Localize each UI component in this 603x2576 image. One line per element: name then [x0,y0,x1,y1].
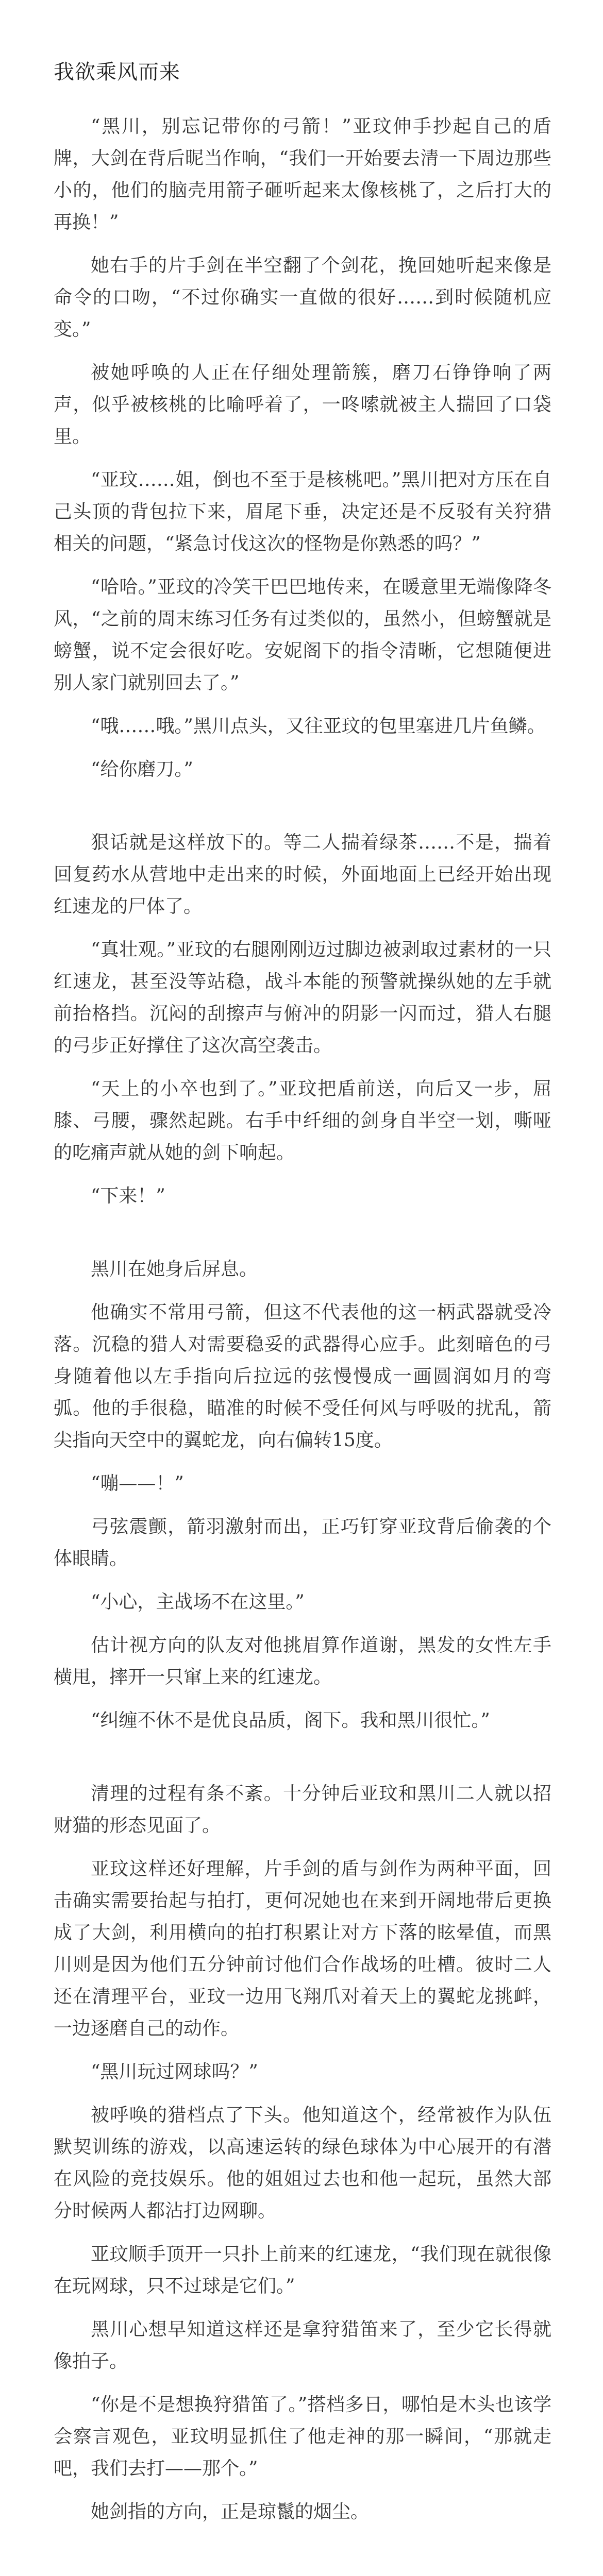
paragraph: 黑川在她身后屏息。 [91,1259,258,1280]
paragraph: “真壮观。”亚玟的右腿刚刚迈过脚边被剥取过素材的一只红速龙，甚至没等站稳，战斗本能的预警就操纵她的左手就前抬格挡。沉闷的刮擦声与俯冲的阴影一闪而过，猎人右腿的弓步正好撑住了这次高空袭击。 [54,939,551,1056]
paragraph: 清理的过程有条不紊。十分钟后亚玟和黑川二人就以招财猫的形态见面了。 [54,1783,551,1836]
paragraph: 估计视方向的队友对他挑眉算作道谢，黑发的女性左手横甩，摔开一只窜上来的红速龙。 [54,1635,551,1688]
paragraph: “嘣——！” [91,1473,184,1494]
paragraph: “黑川，别忘记带你的弓箭！”亚玟伸手抄起自己的盾牌，大剑在背后昵当作响，“我们一开始要去清一下周边那些小的，他们的脑壳用箭子砸听起来太像核桃了，之后打大的再换！” [54,116,551,233]
paragraph: 他确实不常用弓箭，但这不代表他的这一柄武器就受冷落。沉稳的猎人对需要稳妥的武器得心应手。此刻暗色的弓身随着他以左手指向后拉远的弦慢慢成一画圆润如月的弯弧。他的手很稳，瞄准的时候不受任何风与呼吸的扰乱，箭尖指向天空中的翼蛇龙，向右偏转15度。 [54,1302,551,1451]
paragraph: “纠缠不休不是优良品质，阁下。我和黑川很忙。” [91,1710,490,1731]
paragraph: “天上的小卒也到了。”亚玟把盾前送，向后又一步，屈膝、弓腰，骤然起跳。右手中纤细的剑身自半空一划，嘶哑的吃痛声就从她的剑下响起。 [54,1078,551,1163]
article-title: 我欲乘风而来 [54,60,180,84]
paragraph: 狠话就是这样放下的。等二人揣着绿茶……不是，揣着回复药水从营地中走出来的时候，外面地面上已经开始出现红速龙的尸体了。 [54,832,551,917]
article-section-1 [54,111,551,786]
paragraph: “给你磨刀。” [91,759,193,780]
article-section-2 [54,827,551,1212]
paragraph: “亚玟……姐，倒也不至于是核桃吧。”黑川把对方压在自己头顶的背包拉下来，眉尾下垂，决定还是不反驳有关狩猎相关的问题，“紧急讨伐这次的怪物是你熟悉的吗？” [54,469,551,554]
paragraph: “小心，主战场不在这里。” [91,1591,305,1613]
article [54,57,551,2569]
paragraph: 被她呼唤的人正在仔细处理箭簇，磨刀石铮铮响了两声，似乎被核桃的比喻呼着了，一咚嗦就被主人揣回了口袋里。 [54,362,551,447]
paragraph: “哈哈。”亚玟的冷笑干巴巴地传来，在暖意里无端像降冬风，“之前的周末练习任务有过类似的，虽然小，但螃蟹就是螃蟹，说不定会很好吃。安妮阁下的指令清晰，它想随便进别人家门就别回去了。” [54,577,551,693]
paragraph: “黑川玩过网球吗？” [91,2061,258,2082]
paragraph: 弓弦震颤，箭羽激射而出，正巧钉穿亚玟背后偷袭的个体眼睛。 [54,1516,551,1569]
paragraph: 她剑指的方向，正是琼鬣的烟尘。 [91,2501,370,2522]
paragraph: “你是不是想换狩猎笛了。”搭档多日，哪怕是木头也该学会察言观色，亚玟明显抓住了他走神的那一瞬间，“那就走吧，我们去打——那个。” [54,2394,551,2479]
paragraph: “哦……哦。”黑川点头，又往亚玟的包里塞进几片鱼鳞。 [91,716,546,737]
paragraph: “下来！” [91,1185,165,1207]
paragraph: 亚玟顺手顶开一只扑上前来的红速龙，“我们现在就很像在玩网球，只不过球是它们。” [54,2244,551,2297]
paragraph: 黑川心想早知道这样还是拿狩猎笛来了，至少它长得就像拍子。 [54,2319,551,2372]
paragraph: 被呼唤的猎档点了下头。他知道这个，经常被作为队伍默契训练的游戏，以高速运转的绿色球体为中心展开的有潜在风险的竞技娱乐。他的姐姐过去也和他一起玩，虽然大部分时候两人都沾打边网聊。 [54,2105,551,2222]
article-section-3 [54,1253,551,1737]
paragraph: 她右手的片手剑在半空翻了个剑花，挽回她听起来像是命令的口吻，“不过你确实一直做的很好……到时候随机应变。” [54,255,551,340]
article-section-4 [54,1778,551,2528]
paragraph: 亚玟这样还好理解，片手剑的盾与剑作为两种平面，回击确实需要抬起与拍打，更何况她也在来到开阔地带后更换成了大剑，利用横向的拍打积累让对方下落的眩晕值，而黑川则是因为他们五分钟前讨他们合作战场的吐槽。彼时二人还在清理平台，亚玟一边用飞翔爪对着天上的翼蛇龙挑衅，一边逐磨自己的动作。 [54,1858,551,2039]
